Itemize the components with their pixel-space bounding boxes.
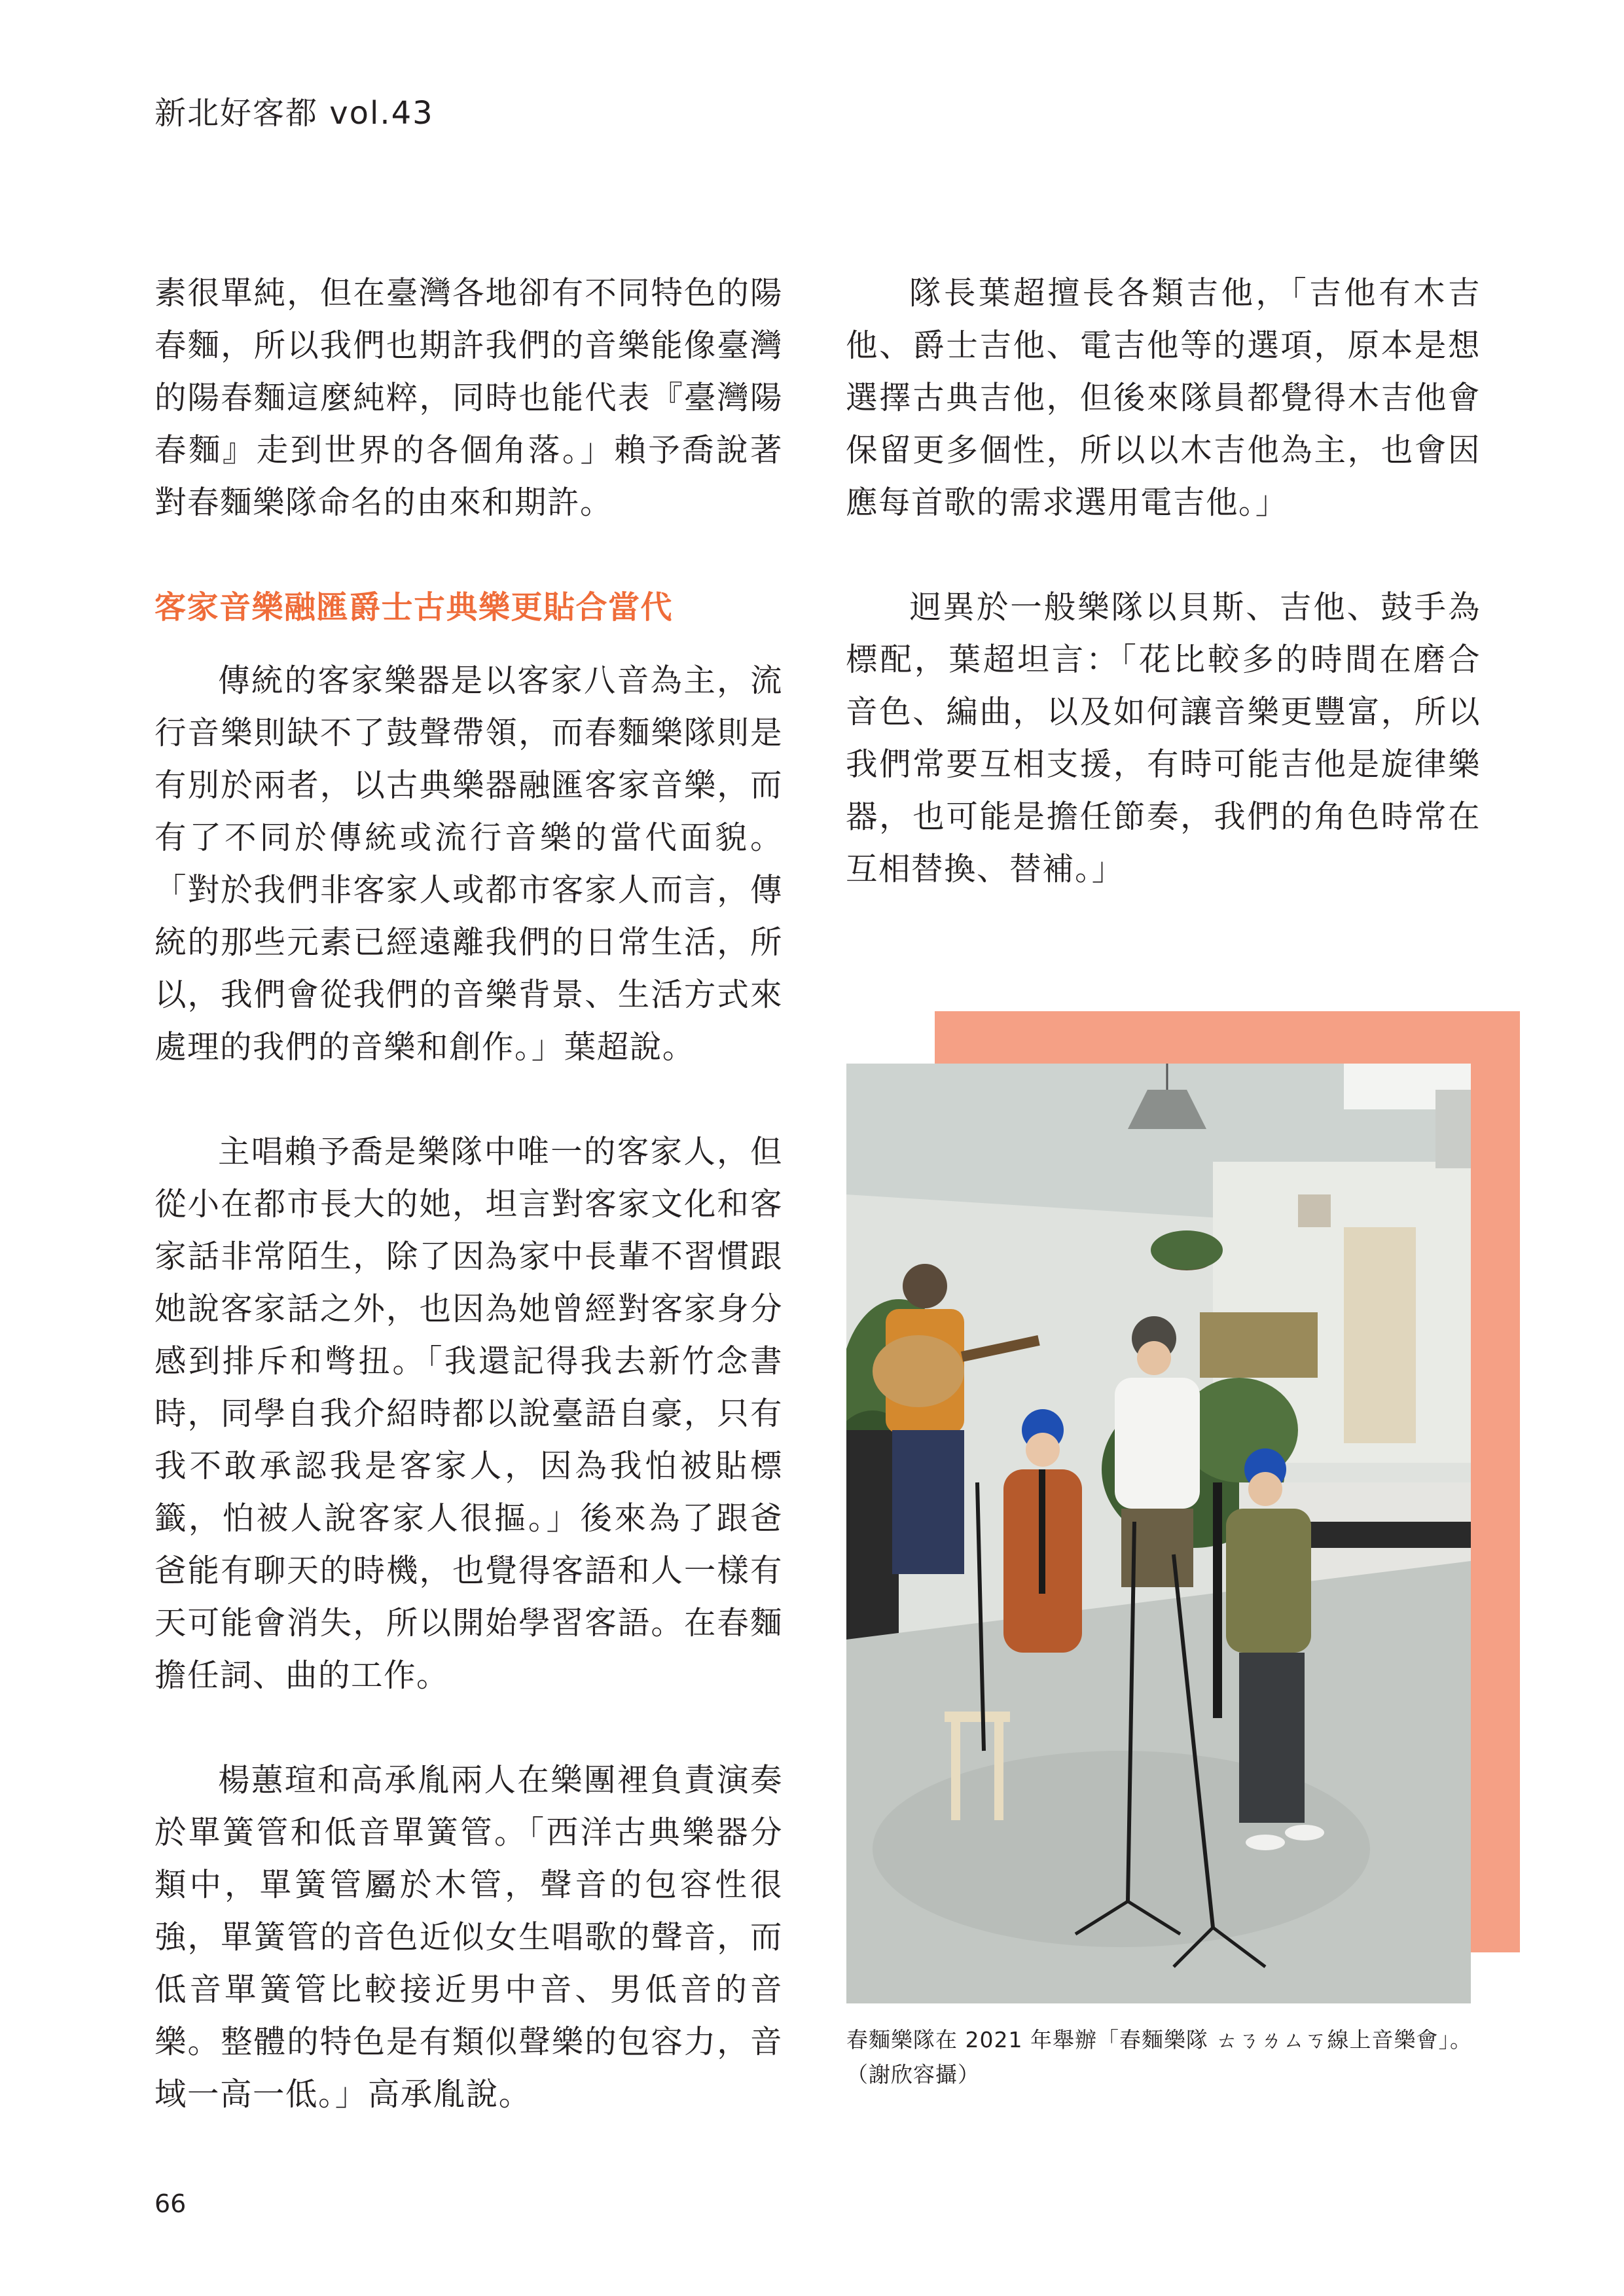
right-paragraph-2: 迥異於一般樂隊以貝斯、吉他、鼓手為標配，葉超坦言：「花比較多的時間在磨合音色、編曲，以及如何讓音樂更豐富，所以我們常要互相支援，有時可能吉他是旋律樂器，也可能是擔任節奏，我們的角色時常在互相替換、替補。」 (846, 589, 1481, 888)
right-paragraph-1: 隊長葉超擅長各類吉他，「吉他有木吉他、爵士吉他、電吉他等的選項，原本是想選擇古典吉他，但後來隊員都覺得木吉他會保留更多個性，所以以木吉他為主，也會因應每首歌的需求選用電吉他。」 (846, 275, 1481, 521)
left-paragraph-3: 主唱賴予喬是樂隊中唯一的客家人，但從小在都市長大的她，坦言對客家文化和客家話非常陌生，除了因為家中長輩不習慣跟她說客家話之外，也因為她曾經對客家身分感到排斥和彆扭。「我還記得我去新竹念書時，同學自我介紹時都以說臺語自豪，只有我不敢承認我是客家人，因為我怕被貼標籤，怕被人說客家人很摳。」後來為了跟爸爸能有聊天的時機，也覺得客語和人一樣有天可能會消失，所以開始學習客語。在春麵擔任詞、曲的工作。 (154, 1134, 783, 1694)
left-column (154, 267, 783, 2121)
band-photo (846, 1064, 1471, 2003)
section-heading: 客家音樂融匯爵士古典樂更貼合當代 (154, 589, 674, 626)
left-paragraph-4: 楊蕙瑄和高承胤兩人在樂團裡負責演奏於單簧管和低音單簧管。「西洋古典樂器分類中，單簧管屬於木管，聲音的包容性很強，單簧管的音色近似女生唱歌的聲音，而低音單簧管比較接近男中音、男低音的音樂。整體的特色是有類似聲樂的包容力，音域一高一低。」高承胤說。 (154, 1762, 783, 2113)
right-column (846, 267, 1481, 895)
magazine-header: 新北好客都 vol.43 (154, 95, 434, 132)
photo-caption: 春麵樂隊在 2021 年舉辦「春麵樂隊 ㄊㄋㄌㄙㄎ線上音樂會」。（謝欣容攝） (846, 2027, 1472, 2087)
page-number: 66 (154, 2189, 187, 2218)
left-paragraph-2: 傳統的客家樂器是以客家八音為主，流行音樂則缺不了鼓聲帶領，而春麵樂隊則是有別於兩者，以古典樂器融匯客家音樂，而有了不同於傳統或流行音樂的當代面貌。「對於我們非客家人或都市客家人而言，傳統的那些元素已經遠離我們的日常生活，所以，我們會從我們的音樂背景、生活方式來處理的我們的音樂和創作。」葉超說。 (154, 662, 783, 1066)
left-paragraph-1: 素很單純，但在臺灣各地卻有不同特色的陽春麵，所以我們也期許我們的音樂能像臺灣的陽春麵這麼純粹，同時也能代表『臺灣陽春麵』走到世界的各個角落。」賴予喬說著對春麵樂隊命名的由來和期許。 (154, 275, 783, 521)
